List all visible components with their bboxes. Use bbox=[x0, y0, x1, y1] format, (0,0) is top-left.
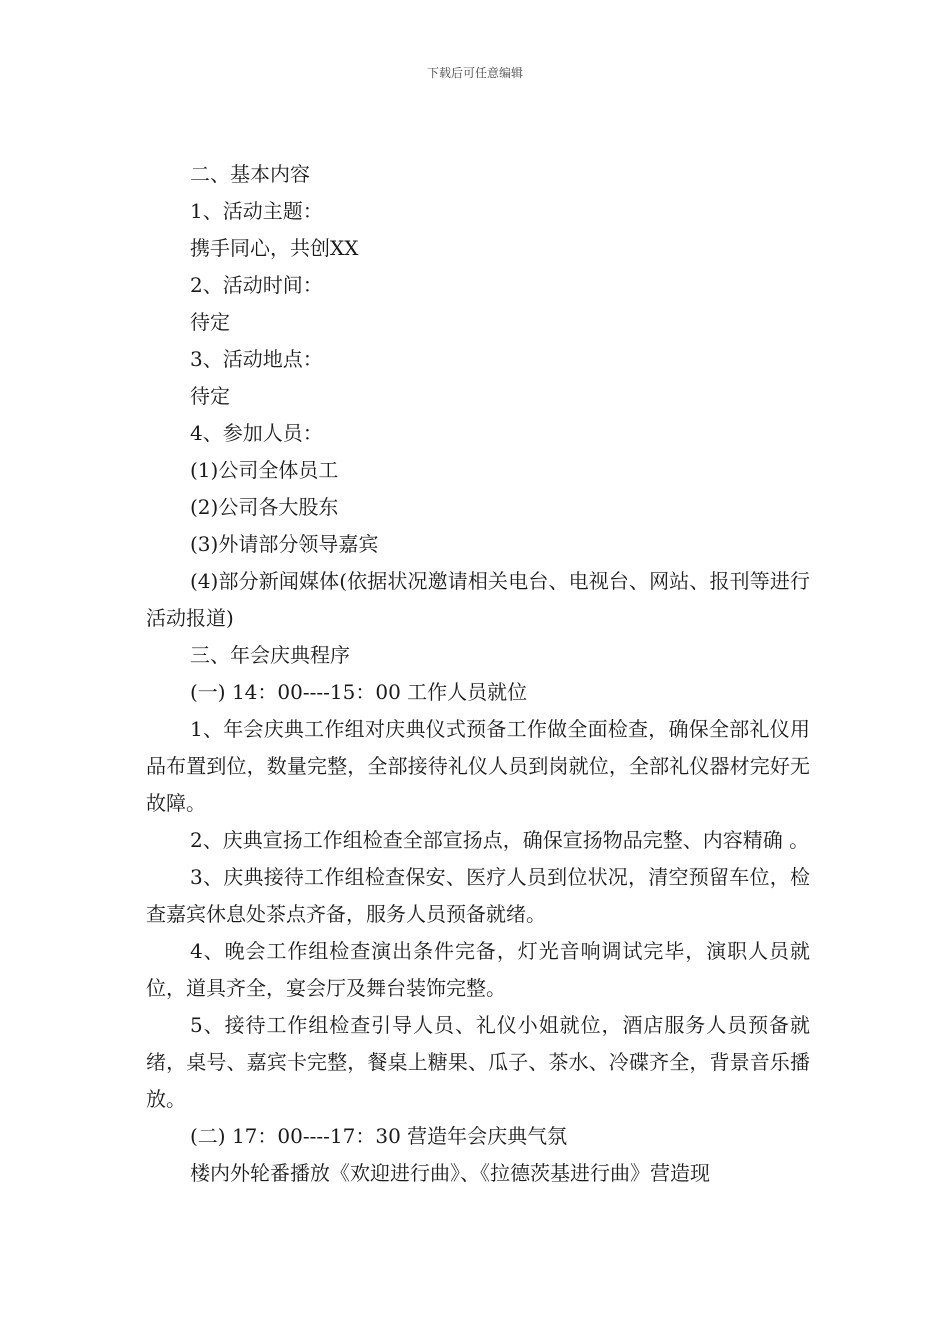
schedule-item: 4、晚会工作组检查演出条件完备，灯光音响调试完毕，演职人员就位，道具齐全，宴会厅及舞台装饰完整。 bbox=[146, 939, 810, 1000]
schedule-item: 1、年会庆典工作组对庆典仪式预备工作做全面检查，确保全部礼仪用品布置到位，数量完整，全部接待礼仪人员到岗就位，全部礼仪器材完好无故障。 bbox=[146, 717, 810, 815]
schedule-text: 楼内外轮番播放《欢迎进行曲》、《拉德茨基进行曲》营造现 bbox=[190, 1161, 710, 1185]
item-value: 待定 bbox=[190, 310, 230, 334]
item-label: 1、活动主题： bbox=[190, 199, 323, 223]
section-title: 二、基本内容 bbox=[190, 162, 310, 186]
item-value: 携手同心，共创XX bbox=[190, 236, 359, 260]
participant-item-media: (4)部分新闻媒体(依据状况邀请相关电台、电视台、网站、报刊等进行活动报道) bbox=[146, 569, 810, 630]
page-header: 下载后可任意编辑 bbox=[426, 66, 523, 80]
item-label: 4、参加人员： bbox=[190, 421, 323, 445]
schedule-item: 5、接待工作组检查引导人员、礼仪小姐就位，酒店服务人员预备就绪，桌号、嘉宾卡完整，餐桌上糖果、瓜子、茶水、冷碟齐全，背景音乐播放。 bbox=[146, 1013, 810, 1111]
item-label: 3、活动地点： bbox=[190, 347, 323, 371]
section-title: 三、年会庆典程序 bbox=[190, 643, 350, 667]
schedule-item: 3、庆典接待工作组检查保安、医疗人员到位状况，清空预留车位，检查嘉宾休息处茶点齐备，服务人员预备就绪。 bbox=[146, 865, 810, 926]
item-label: 2、活动时间： bbox=[190, 273, 323, 297]
participant-item: (2)公司各大股东 bbox=[190, 495, 339, 519]
participant-item: (1)公司全体员工 bbox=[190, 458, 339, 482]
schedule-item: 2、庆典宣扬工作组检查全部宣扬点，确保宣扬物品完整、内容精确 。 bbox=[190, 828, 810, 852]
schedule-step-title: (一) 14：00----15：00 工作人员就位 bbox=[190, 680, 528, 704]
participant-item: (3)外请部分领导嘉宾 bbox=[190, 532, 379, 556]
schedule-step-title: (二) 17：00----17：30 营造年会庆典气氛 bbox=[190, 1124, 568, 1148]
document-body bbox=[146, 156, 810, 1192]
item-value: 待定 bbox=[190, 384, 230, 408]
